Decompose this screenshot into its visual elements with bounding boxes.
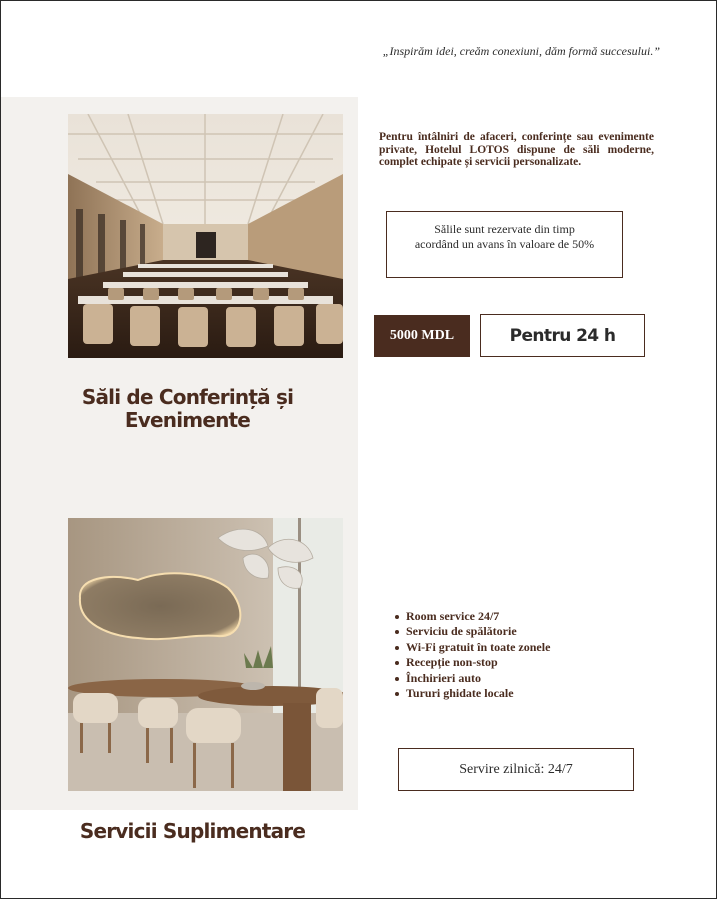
conference-hall-photo	[68, 114, 343, 358]
list-item: Recepție non-stop	[395, 655, 550, 670]
list-item: Serviciu de spălătorie	[395, 624, 550, 639]
list-item: Room service 24/7	[395, 609, 550, 624]
services-list	[395, 609, 550, 701]
conference-intro-text: Pentru întâlniri de afaceri, conferințe sau evenimente private, Hotelul LOTOS dispune de săli moderne, complet echipate și servicii personalizate.	[379, 131, 654, 168]
deposit-note-text: Sălile sunt rezervate din timp acordând un avans în valoare de 50%	[414, 222, 595, 251]
conference-section-title: Săli de Conferință și Evenimente	[81, 385, 294, 432]
daily-schedule-box: Servire zilnică: 24/7	[398, 748, 634, 791]
lounge-restaurant-photo	[68, 518, 343, 791]
services-section-title: Servicii Suplimentare	[79, 819, 306, 843]
list-item: Tururi ghidate locale	[395, 686, 550, 701]
list-item: Închirieri auto	[395, 671, 550, 686]
tagline: „Inspirăm idei, creăm conexiuni, dăm formă succesului.”	[382, 44, 660, 58]
deposit-note-box	[386, 211, 623, 278]
price-badge: 5000 MDL	[374, 315, 470, 357]
list-item: Wi-Fi gratuit în toate zonele	[395, 640, 550, 655]
duration-box: Pentru 24 h	[480, 314, 645, 357]
